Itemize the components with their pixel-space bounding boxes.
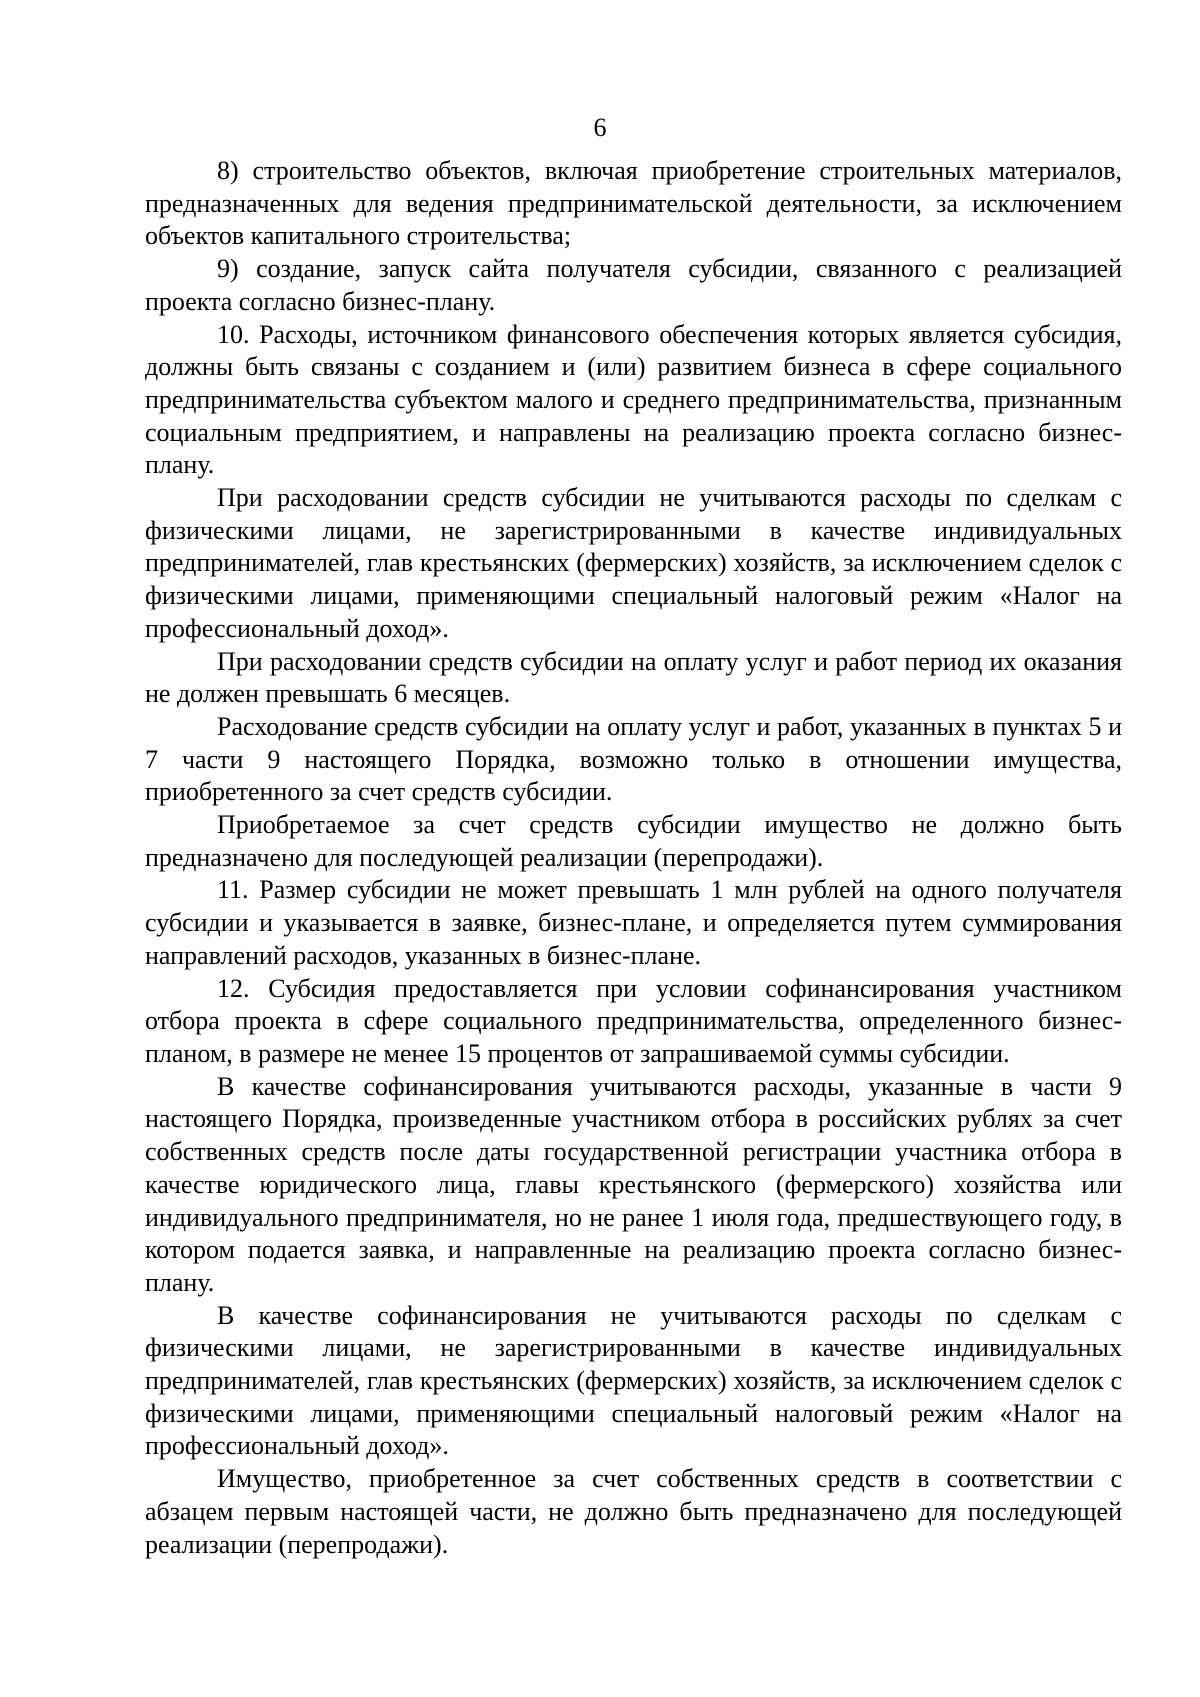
paragraph-section-12: 12. Субсидия предоставляется при условии софинансирования участником отбора проекта в сфере социального предпринимательства, определенного бизнес-планом, в размере не менее 15 процентов от запрашиваемой суммы субсидии.: [145, 973, 1122, 1068]
paragraph-item-8: 8) строительство объектов, включая приобретение строительных материалов, предназначенных для ведения предпринимательской деятельности, за исключением объектов капитального строительства;: [145, 156, 1122, 251]
paragraph-cofinancing-expenses: В качестве софинансирования учитываются расходы, указанные в части 9 настоящего Порядка, произведенные участником отбора в российских рублях за счет собственных средств после даты государственной регистрации участника отбора в качестве юридического лица, главы крестьянского (фермерского) хозяйства или индивидуального предпринимателя, но не ранее 1 июля года, предшествующего году, в котором подается заявка, и направленные на реализацию проекта согласно бизнес-плану.: [145, 1071, 1122, 1297]
paragraph-section-11: 11. Размер субсидии не может превышать 1 млн рублей на одного получателя субсидии и указывается в заявке, бизнес-плане, и определяется путем суммирования направлений расходов, указанных в бизнес-плане.: [145, 875, 1122, 970]
paragraph-service-period: При расходовании средств субсидии на оплату услуг и работ период их оказания не должен превышать 6 месяцев.: [145, 646, 1122, 709]
page-number: 6: [593, 113, 607, 142]
paragraph-resale-restriction: Приобретаемое за счет средств субсидии имущество не должно быть предназначено для последующей реализации (перепродажи).: [145, 810, 1122, 872]
paragraph-expenses-exclusions: При расходовании средств субсидии не учитываются расходы по сделкам с физическими лицами, не зарегистрированными в качестве индивидуальных предпринимателей, глав крестьянских (фермерских) хозяйств, за исключением сделок с физическими лицами, применяющими специальный налоговый режим «Налог на профессиональный доход».: [145, 483, 1122, 643]
paragraph-services-property: Расходование средств субсидии на оплату услуг и работ, указанных в пунктах 5 и 7 части 9 настоящего Порядка, возможно только в отношении имущества, приобретенного за счет средств субсидии.: [145, 711, 1122, 807]
paragraph-cofinancing-exclusions: В качестве софинансирования не учитываются расходы по сделкам с физическими лицами, не зарегистрированными в качестве индивидуальных предпринимателей, глав крестьянских (фермерских) хозяйств, за исключением сделок с физическими лицами, применяющими специальный налоговый режим «Налог на профессиональный доход».: [145, 1300, 1122, 1461]
paragraph-own-funds-property: Имущество, приобретенное за счет собственных средств в соответствии с абзацем первым настоящей части, не должно быть предназначено для последующей реализации (перепродажи).: [145, 1464, 1122, 1559]
paragraph-section-10: 10. Расходы, источником финансового обеспечения которых является субсидия, должны быть связаны с созданием и (или) развитием бизнеса в сфере социального предпринимательства субъектом малого и среднего предпринимательства, признанным социальным предприятием, и направлены на реализацию проекта согласно бизнес-плану.: [145, 319, 1122, 480]
paragraph-item-9: 9) создание, запуск сайта получателя субсидии, связанного с реализацией проекта согласно бизнес-плану.: [145, 254, 1122, 316]
document-body: [145, 155, 1122, 1561]
